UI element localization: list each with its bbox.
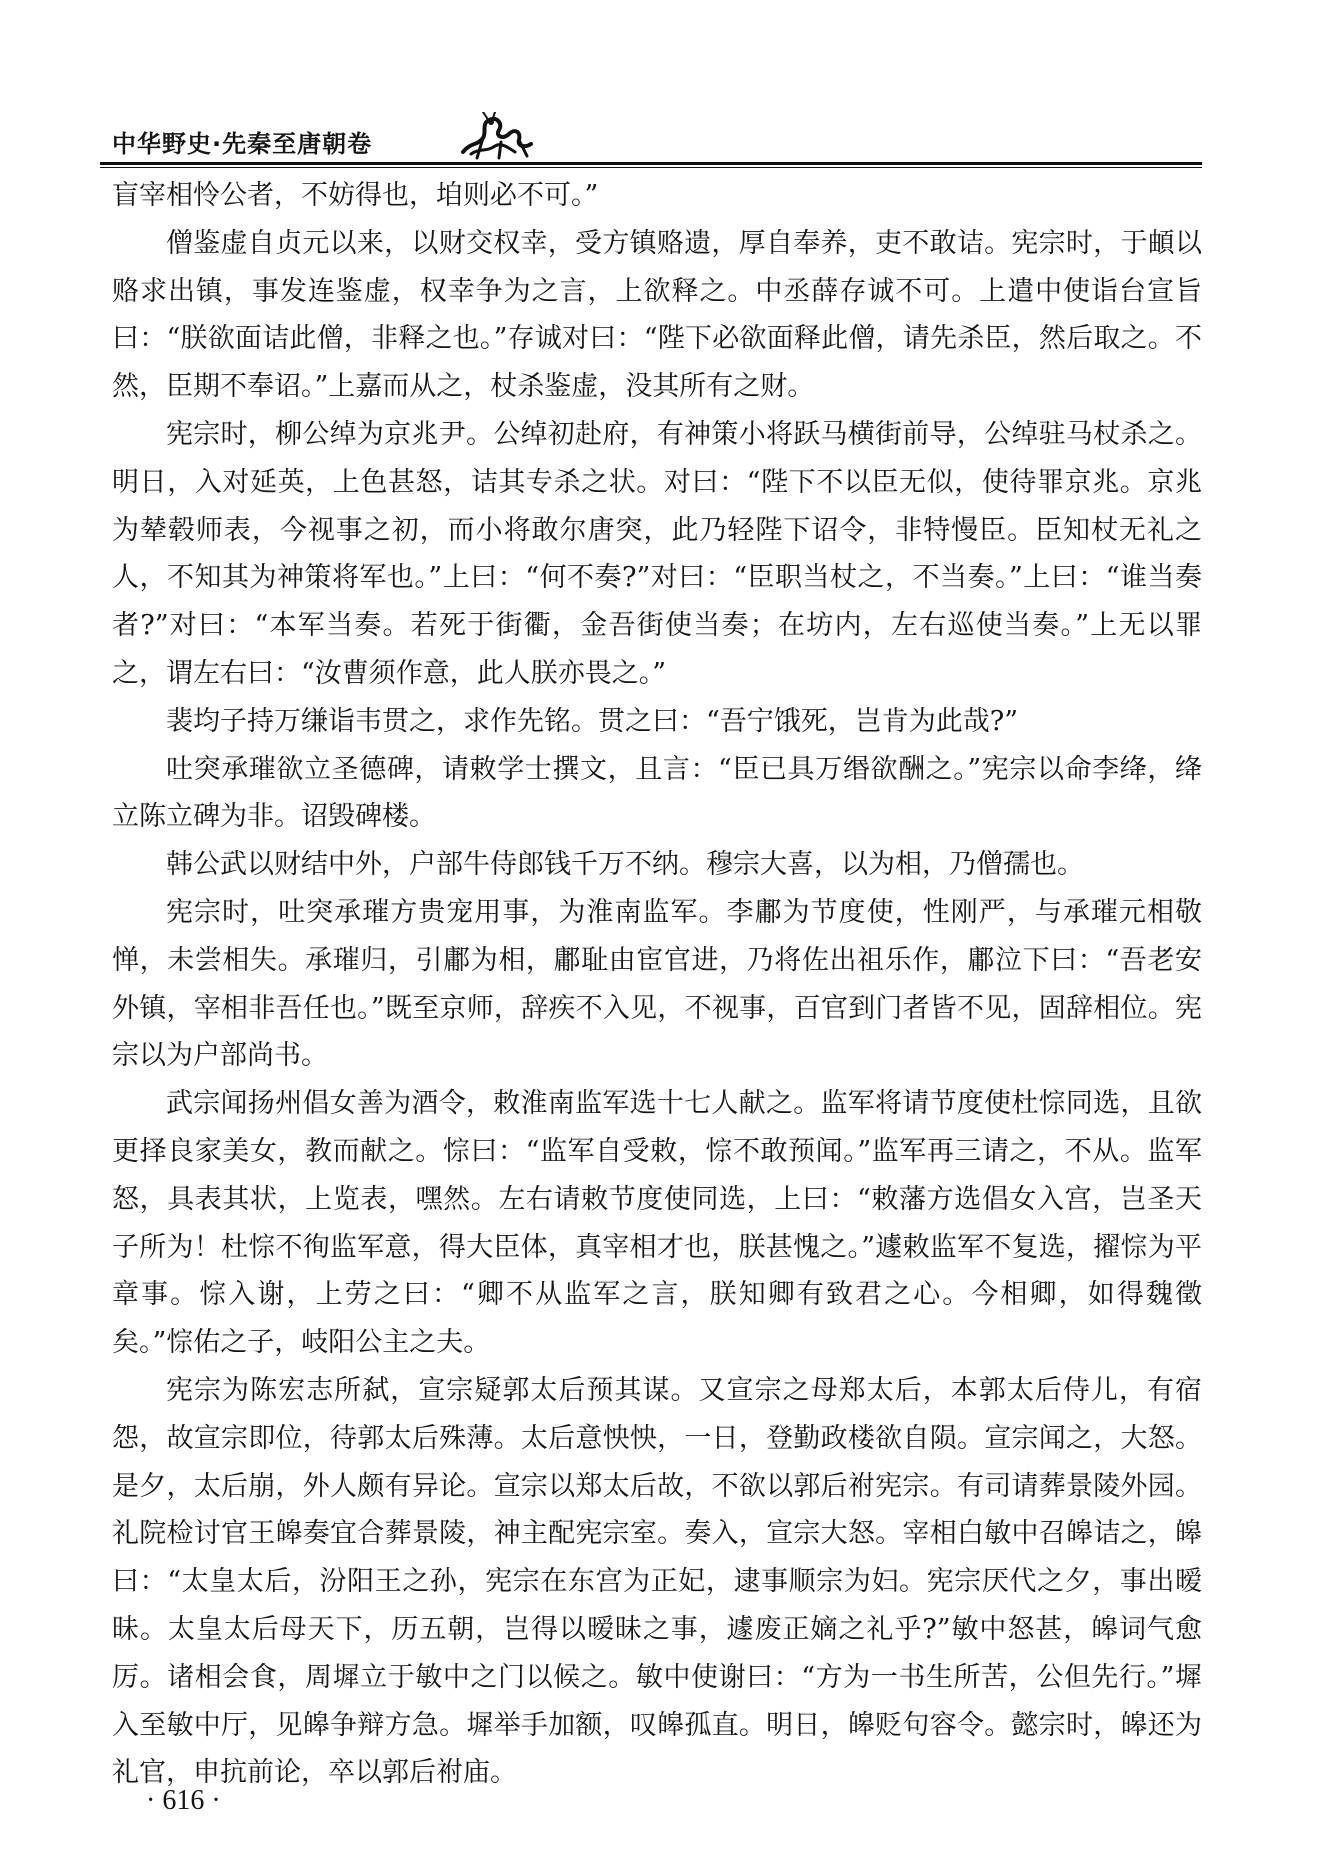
dragon-emblem-icon [457,112,537,160]
paragraph-7: 宪宗时，吐突承璀方贵宠用事，为淮南监军。李鄘为节度使，性刚严，与承璀元相敬惮，未尝相失。承璀归，引鄘为相，鄘耻由宦官进，乃将佐出祖乐作，鄘泣下曰：“吾老安外镇，宰相非吾任也。”既至京师，辞疾不入见，不视事，百官到门者皆不见，固辞相位。宪宗以为户部尚书。 [112,896,1202,1072]
header-rule-thick [100,162,1202,165]
paragraph-6: 韩公武以财结中外，户部牛侍郎钱千万不纳。穆宗大喜，以为相，乃僧孺也。 [166,849,1084,881]
header-rule-thin [100,167,1202,168]
book-title: 中华野史·先秦至唐朝卷 [112,130,373,158]
paragraph-5: 吐突承璀欲立圣德碑，请敕学士撰文，且言：“臣已具万缗欲酬之。”宪宗以命李绛，绛立陈立碑为非。诏毁碑楼。 [112,753,1202,833]
body-text [112,172,1202,1797]
paragraph-1: 盲宰相怜公者，不妨得也，垍则必不可。” [112,180,599,211]
paragraph-3: 宪宗时，柳公绰为京兆尹。公绰初赴府，有神策小将跃马横街前导，公绰驻马杖杀之。明日，入对延英，上色甚怒，诘其专杀之状。对曰：“陛下不以臣无似，使待罪京兆。京兆为辇毂师表，今视事之初，而小将敢尔唐突，此乃轻陛下诏令，非特慢臣。臣知杖无礼之人，不知其为神策将军也。”上曰：“何不奏?”对曰：“臣职当杖之，不当奏。”上曰：“谁当奏者?”对曰：“本军当奏。若死于街衢，金吾街使当奏；在坊内，左右巡使当奏。”上无以罪之，谓左右曰：“汝曹须作意，此人朕亦畏之。” [112,418,1202,689]
paragraph-2: 僧鉴虚自贞元以来，以财交权幸，受方镇赂遗，厚自奉养，吏不敢诘。宪宗时，于頔以赂求出镇，事发连鉴虚，权幸争为之言，上欲释之。中丞薛存诚不可。上遣中使诣台宣旨曰：“朕欲面诘此僧，非释之也。”存诚对曰：“陛下必欲面释此僧，请先杀臣，然后取之。不然，臣期不奉诏。”上嘉而从之，杖杀鉴虚，没其所有之财。 [112,227,1202,403]
paragraph-4: 裴均子持万缣诣韦贯之，求作先铭。贯之曰：“吾宁饿死，岂肯为此哉?” [166,705,1019,737]
paragraph-8: 武宗闻扬州倡女善为酒令，敕淮南监军选十七人献之。监军将请节度使杜悰同选，且欲更择良家美女，教而献之。悰曰：“监军自受敕，悰不敢预闻。”监军再三请之，不从。监军怒，具表其状，上览表，嘿然。左右请敕节度使同选，上曰：“敕藩方选倡女入宫，岂圣天子所为！杜悰不徇监军意，得大臣体，真宰相才也，朕甚愧之。”遽敕监军不复选，擢悰为平章事。悰入谢，上劳之曰：“卿不从监军之言，朕知卿有致君之心。今相卿，如得魏徵矣。”悰佑之子，岐阳公主之夫。 [112,1088,1202,1359]
page-number: · 616 · [146,1785,221,1816]
running-header [112,112,532,162]
paragraph-9: 宪宗为陈宏志所弑，宣宗疑郭太后预其谋。又宣宗之母郑太后，本郭太后侍儿，有宿怨，故宣宗即位，待郭太后殊薄。太后意怏怏，一日，登勤政楼欲自陨。宣宗闻之，大怒。是夕，太后崩，外人颇有异论。宣宗以郑太后故，不欲以郭后祔宪宗。有司请葬景陵外园。礼院检讨官王皞奏宜合葬景陵，神主配宪宗室。奏入，宣宗大怒。宰相白敏中召皞诘之，皞曰：“太皇太后，汾阳王之孙，宪宗在东宫为正妃，逮事顺宗为妇。宪宗厌代之夕，事出暧昧。太皇太后母天下，历五朝，岂得以暧昧之事，遽废正嫡之礼乎?”敏中怒甚，皞词气愈厉。诸相会食，周墀立于敏中之门以候之。敏中使谢曰：“方为一书生所苦，公但先行。”墀入至敏中厅，见皞争辩方急。墀举手加额，叹皞孤直。明日，皞贬句容令。懿宗时，皞还为礼官，申抗前论，卒以郭后祔庙。 [112,1374,1202,1789]
